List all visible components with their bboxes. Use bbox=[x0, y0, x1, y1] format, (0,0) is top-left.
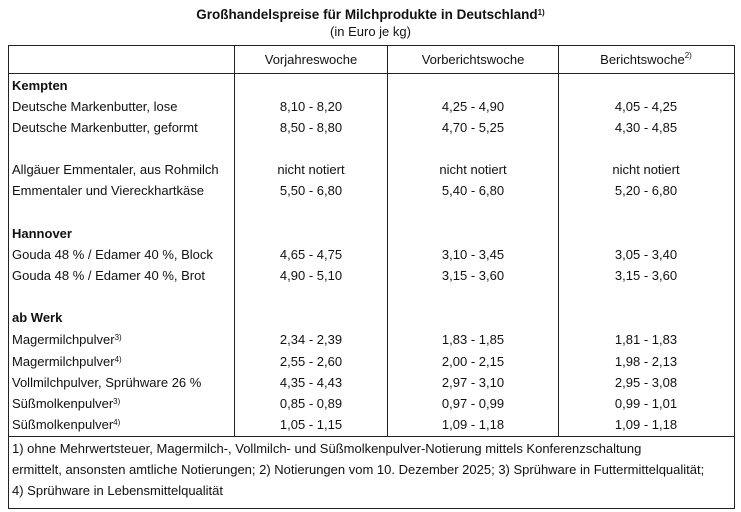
price-cell: 2,00 - 2,15 bbox=[441, 354, 505, 369]
section-title bbox=[12, 224, 72, 244]
price-cell: 3,05 - 3,40 bbox=[614, 247, 678, 262]
product-label bbox=[12, 352, 122, 372]
product-label bbox=[12, 373, 201, 393]
title-text: Großhandelspreise für Milchprodukte in Deutschland bbox=[196, 7, 538, 22]
section-header-row bbox=[9, 224, 734, 244]
footnote-line: ermittelt, ansonsten amtliche Notierungen; 2) Notierungen vom 10. Dezember 2025; 3) Sprühware in Futtermittelqualität; bbox=[12, 462, 705, 477]
footnote-line: 4) Sprühware in Lebensmittelqualität bbox=[12, 483, 224, 498]
price-cell: 3,10 - 3,45 bbox=[441, 247, 505, 262]
table-row bbox=[9, 266, 734, 286]
product-label-text: Süßmolkenpulver bbox=[12, 396, 114, 411]
product-label bbox=[12, 266, 205, 286]
header-cell-vorjahreswoche bbox=[235, 46, 387, 73]
price-cell: 4,65 - 4,75 bbox=[279, 247, 343, 262]
footnote-mark: 4) bbox=[113, 418, 121, 427]
product-label-text: Deutsche Markenbutter, lose bbox=[12, 99, 178, 114]
table-row bbox=[9, 97, 734, 117]
price-cell: 1,98 - 2,13 bbox=[614, 354, 678, 369]
price-cell: 2,97 - 3,10 bbox=[441, 375, 505, 390]
product-label bbox=[12, 394, 120, 414]
product-label bbox=[12, 97, 177, 117]
price-cell: 4,05 - 4,25 bbox=[614, 99, 678, 114]
price-cell: 0,97 - 0,99 bbox=[441, 396, 505, 411]
footnote-divider bbox=[9, 436, 734, 437]
product-label-text: Gouda 48 % / Edamer 40 %, Brot bbox=[12, 268, 205, 283]
section-header-row bbox=[9, 308, 734, 328]
table-row bbox=[9, 330, 734, 350]
table-row bbox=[9, 160, 734, 180]
price-cell: nicht notiert bbox=[439, 162, 507, 177]
price-cell: 1,83 - 1,85 bbox=[441, 332, 505, 347]
footnote-mark: 3) bbox=[113, 397, 121, 406]
table-row bbox=[9, 245, 734, 265]
price-cell: 4,35 - 4,43 bbox=[279, 375, 343, 390]
footnote-mark: 3) bbox=[114, 333, 122, 342]
price-cell: 3,15 - 3,60 bbox=[441, 268, 505, 283]
price-cell: 5,20 - 6,80 bbox=[614, 183, 678, 198]
price-cell: 4,70 - 5,25 bbox=[441, 120, 505, 135]
header-cell-label bbox=[9, 46, 234, 73]
price-cell: 1,09 - 1,18 bbox=[441, 417, 505, 432]
header-label: Vorberichtswoche bbox=[421, 52, 525, 67]
product-label-text: Gouda 48 % / Edamer 40 %, Block bbox=[12, 247, 213, 262]
product-label-text: Emmentaler und Viereckhartkäse bbox=[12, 183, 204, 198]
product-label bbox=[12, 245, 213, 265]
price-cell: nicht notiert bbox=[277, 162, 345, 177]
price-table bbox=[8, 45, 735, 509]
price-cell: 5,50 - 6,80 bbox=[279, 183, 343, 198]
product-label-text: Deutsche Markenbutter, geformt bbox=[12, 120, 198, 135]
price-cell: 0,99 - 1,01 bbox=[614, 396, 678, 411]
table-row bbox=[9, 181, 734, 201]
product-label bbox=[12, 181, 204, 201]
product-label-text: Kempten bbox=[12, 78, 68, 93]
title-footnote-mark: 1) bbox=[537, 8, 545, 17]
price-cell: 2,55 - 2,60 bbox=[279, 354, 343, 369]
table-row bbox=[9, 118, 734, 138]
header-label: Vorjahreswoche bbox=[264, 52, 358, 67]
header-divider bbox=[9, 73, 734, 74]
price-cell: 8,50 - 8,80 bbox=[279, 120, 343, 135]
price-cell: 4,30 - 4,85 bbox=[614, 120, 678, 135]
footnote-mark: 4) bbox=[114, 355, 122, 364]
price-cell: 1,05 - 1,15 bbox=[279, 417, 343, 432]
product-label bbox=[12, 160, 219, 180]
section-header-row bbox=[9, 76, 734, 96]
header-cell-berichtswoche bbox=[559, 46, 733, 73]
page-subtitle: (in Euro je kg) bbox=[330, 24, 411, 39]
product-label-text: Magermilchpulver bbox=[12, 332, 115, 347]
table-row bbox=[9, 415, 734, 435]
product-label bbox=[12, 415, 120, 435]
product-label-text: Vollmilchpulver, Sprühware 26 % bbox=[12, 375, 202, 390]
price-cell: 4,25 - 4,90 bbox=[441, 99, 505, 114]
price-cell: 3,15 - 3,60 bbox=[614, 268, 678, 283]
product-label bbox=[12, 330, 122, 350]
header-cell-vorberichtswoche bbox=[388, 46, 558, 73]
product-label bbox=[12, 118, 198, 138]
price-cell: 2,34 - 2,39 bbox=[279, 332, 343, 347]
table-row bbox=[9, 352, 734, 372]
table-row bbox=[9, 394, 734, 414]
product-label-text: Allgäuer Emmentaler, aus Rohmilch bbox=[12, 162, 219, 177]
footnote-line: 1) ohne Mehrwertsteuer, Magermilch-, Vollmilch- und Süßmolkenpulver-Notierung mittels Konferenzschaltung bbox=[12, 441, 642, 456]
spacer-row bbox=[9, 202, 734, 222]
price-cell: 1,09 - 1,18 bbox=[614, 417, 678, 432]
price-cell: nicht notiert bbox=[612, 162, 680, 177]
page-title bbox=[0, 7, 741, 23]
product-label-text: Magermilchpulver bbox=[12, 354, 115, 369]
spacer-row bbox=[9, 139, 734, 159]
table-row bbox=[9, 373, 734, 393]
price-cell: 5,40 - 6,80 bbox=[441, 183, 505, 198]
section-title bbox=[12, 76, 68, 96]
header-footnote-mark: 2) bbox=[684, 51, 692, 60]
spacer-row bbox=[9, 287, 734, 307]
product-label-text: Hannover bbox=[12, 226, 72, 241]
price-cell: 1,81 - 1,83 bbox=[614, 332, 678, 347]
header-label: Berichtswoche bbox=[600, 52, 685, 67]
price-cell: 4,90 - 5,10 bbox=[279, 268, 343, 283]
section-title bbox=[12, 308, 62, 328]
product-label-text: ab Werk bbox=[12, 310, 63, 325]
product-label-text: Süßmolkenpulver bbox=[12, 417, 114, 432]
price-cell: 8,10 - 8,20 bbox=[279, 99, 343, 114]
price-cell: 2,95 - 3,08 bbox=[614, 375, 678, 390]
price-cell: 0,85 - 0,89 bbox=[279, 396, 343, 411]
